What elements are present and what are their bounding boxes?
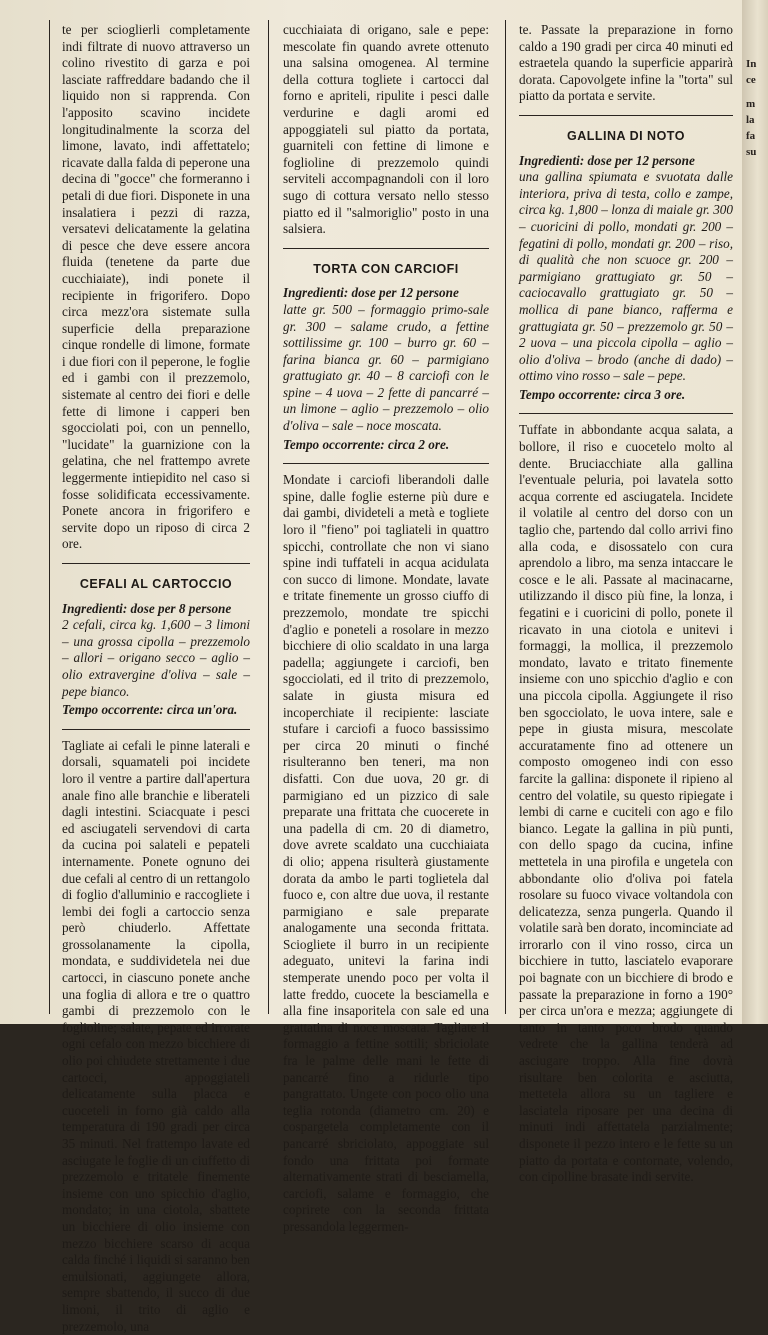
ingredients-heading: Ingredienti: dose per 12 persone [283,285,459,301]
recipe-method: Tuffate in abbondante acqua salata, a bollore, il riso e cuocetelo molto al dente. Bruciacchiate alla gallina l'eventuale peluria, poi lavatela sotto acqua corrente ed asciugatela. Incidete il volatile al centro del dorso con un taglio che, partendo dal collo arrivi fino alla coda, e disossatelo con cura aprendolo a libro, ma senza intaccare le cosce e le ali. Passate al macinacarne, utilizzando il disco più fine, la lonza, i fegatini e i cuoricini di pollo, ponete il ricavato in una ciotola e unitevi i formaggi, la mollica, il prezzemolo mondato, lavato e tritato finemente insieme con uno spicchio d'aglio e con una piccola cipolla. Aggiungete il riso ben sgocciolato, le uova intere, sale e pepe in giusta misura, mescolate accuratamente fino ad ottenere un composto omogeneo indi con esso farcite la gallina: disponete il ripieno al centro del volatile, su questo ripiegate i lembi di carne e cuciteli con ago e filo bianco. Legate la gallina in più punti, con dello spago da cucina, infine mettetela in una pirofila e ungetela con abbondante olio d'oliva poi fatela rosolare su fuoco vivace voltandola con delicatezza, senza pungerla. Quando il volatile sarà ben dorato, incominciate ad irrorarlo con il vino rosso, circa un bicchiere in tutto, lasciatelo evaporare poi bagnate con un bicchiere di brodo e passate la preparazione in forno a 190° per circa un'ora e mezza; aggiungete di tanto in tanto poco brodo quando vedrete che la gallina tenderà ad asciugare troppo. Alla fine dovrà risultare ben colorita e asciutta, mettetela allora su un tagliere e lasciatela riposare per una decina di minuti indi affettatela parzialmente; disponete il pezzo intero e le fette su un piatto da portata e contornate, volendo, con cipolline brasate indi servite. [519,422,733,1185]
recipe-title-torta: TORTA CON CARCIOFI [313,261,459,276]
ingredients-heading: Ingredienti: dose per 8 persone [62,600,232,616]
ingredients-heading: Ingredienti: dose per 12 persone [519,152,695,168]
edge-fragment: ce [746,74,756,86]
section-rule [62,563,250,564]
recipe-title-gallina: GALLINA DI NOTO [567,128,685,143]
edge-fragment: la [746,114,755,126]
section-rule [519,413,733,414]
time-required: Tempo occorrente: circa un'ora. [62,702,238,718]
time-required: Tempo occorrente: circa 2 ore. [283,436,450,452]
recipe-title-cefali: CEFALI AL CARTOCCIO [79,577,233,591]
edge-fragment: fa [746,130,756,142]
time-required: Tempo occorrente: circa 3 ore. [519,386,686,402]
column-divider-2-3 [505,20,506,1014]
adjacent-page-edge [742,0,768,1024]
ingredients-list: una gallina spiumata e svuotata dalle interiora, priva di testa, collo e zampe, circa kg. 1,800 – lonza di maiale gr. 300 – cuoricini di pollo, mondati gr. 200 – fegatini di pollo, mondati gr. 200 – riso, di qualità che non scuoce gr. 200 – parmigiano grattugiato gr. 50 – caciocavallo grattugiato gr. 50 – mollica di pane bianco, rafferma e grattugiata gr. 50 – prezzemolo gr. 50 – 2 uova – una piccola cipolla – aglio – olio d'oliva – brodo (anche di dado) – ottimo vino rosso – sale – pepe. [519,169,733,384]
ingredients-list: 2 cefali, circa kg. 1,600 – 3 limoni – una grossa cipolla – prezzemolo – allori – origano secco – aglio – olio extravergine d'oliva – sale – pepe bianco. [62,617,250,699]
recipe-method: Tagliate ai cefali le pinne laterali e dorsali, squamateli poi incidete loro il ventre a partire dall'apertura anale fino alle branchie e liberateli dagli intestini. Sciacquate i pesci ed asciugateli servendovi di carta da cucina poi salateli e pepateli internamente. Ponete ognuno dei due cefali al centro di un rettangolo di foglio d'alluminio e raccogliete i lembi dei fogli a cartoccio senza però chiuderlo. Affettate grossolanamente la cipolla, mondata, e suddividetela nei due cartocci, in ciascuno ponete anche una foglia di allora e tre o quattro gambi di prezzemolo con le foglioline; salate, pepate ed irrorate ogni cefalo con mezzo bicchiere di olio poi chiudete strettamente i due cartocci, appoggiateli delicatamente sulla placca e cuoceteli in forno già caldo alla temperatura di 190 gradi per circa 35 minuti. Nel frattempo lavate ed asciugate le foglie di un ciuffetto di prezzemolo e tritatele finemente insieme con uno spicchio d'aglio, mondato; in una ciotola, sbattete un bicchiere di olio insieme con mezzo bicchiere scarso di acqua calda finché i liquidi si saranno ben emulsionati, aggiungete allora, sempre sbattendo, il succo di due limoni, il trito di aglio e prezzemolo, una [62,737,250,1334]
cefali-continuation-text: cucchiaiata di origano, sale e pepe: mescolate fin quando avrete ottenuto una salsina omogenea. Al termine della cottura togliete i cartocci dal forno e apriteli, ripulite i pesci dalle verdurine e dagli aromi ed appoggiateli sul piatto da portata, guarniteli con fettine di limone e foglioline di prezzemolo quindi serviteli accompagnandoli con il loro sugo di cottura versato nello stesso piatto ed il "salmoriglio" posto in una salsiera. [283,22,489,237]
edge-fragment: su [746,146,757,158]
column-divider-left [49,20,50,1014]
column-2 [283,22,489,1236]
section-rule [283,248,489,249]
column-1 [62,22,250,1335]
column-3 [519,22,733,1186]
torta-continuation-text: te. Passate la preparazione in forno caldo a 190 gradi per circa 40 minuti ed estraetela quando la superficie apparirà dorata. Capovolgete infine la "torta" sul piatto da portata e servite. [519,22,733,104]
section-rule [519,115,733,116]
section-rule [283,463,489,464]
edge-fragment: In [746,58,757,70]
recipe-method: Mondate i carciofi liberandoli dalle spine, dalle foglie esterne più dure e dai gambi, divideteli a metà e togliete loro il "fieno" poi tagliateli in quattro spicchi, controllate che non vi siano spine indi tuffateli in acqua acidulata con succo di limone. Mondate, lavate e tritate finemente un grosso ciuffo di prezzemolo, mondate tre spicchi d'aglio e poneteli a rosolare in mezzo bicchiere di olio scaldato in una larga padella; aggiungete i carciofi, ben sgocciolati, ed il trito di prezzemolo, salate in giusta misura ed incoperchiate il recipiente: lasciate stufare i carciofi a fuoco bassissimo per circa 20 minuti o finché risulteranno ben teneri, ma non disfatti. Con due uova, 20 gr. di parmigiano ed un pizzico di sale preparate una frittata che cuocerete in una padella di cm. 20 di diametro, dove avrete scaldato una cucchiaiata di olio; appena risulterà giustamente dorata da ambo le parti toglietela dal fuoco e, con altre due uova, il restante parmigiano e sale preparate analogamente una seconda frittata. Sciogliete il burro in un recipiente adeguato, unitevi la farina indi stemperate unendo poco per volta il latte freddo, cuocete la besciamella e alla fine insaporitela con sale ed una grattatina di noce moscata. Tagliate il formaggio a fettine sottili; sbriciolate fra le palme delle mani le fette di pancarré fino a ridurle tipo pangrattato. Ungete con poco olio una teglia rotonda (diametro cm. 20) e cospargetela completamente con il pancarré sbriciolato, appoggiate sul fondo una frittata poi formate alternativamente strati di besciamella, carciofi, salame e formaggio, che coprirete con la seconda frittata pressandola leggermen- [283,472,489,1234]
ingredients-list: latte gr. 500 – formaggio primo-sale gr. 300 – salame crudo, a fettine sottilissime gr. 100 – burro gr. 60 – farina bianca gr. 60 – parmigiano grattugiato gr. 40 – 8 carciofi con le spine – 4 uova – 2 fette di pancarré – un limone – aglio – prezzemolo – olio d'oliva – sale – noce moscata. [283,301,489,434]
razza-continuation-text: te per scioglierli completamente indi filtrate di nuovo attraverso un colino rivestito di garza e poi lasciate raffreddare badando che il liquido non si rapprenda. Con l'apposito scavino incidete longitudinalmente la scorza del limone, lavato, indi affettatelo; ricavate dalla falda di peperone una decina di "gocce" che formeranno i petali di due fiori. Disponete in una insalatiera i pezzi di razza, versatevi delicatamente la gelatina di pesce che deve essere ancora fluida (tenetene da parte due cucchiaiate), indi ponete il recipiente in frigorifero. Dopo circa mezz'ora sistemate sulla superficie della preparazione cinque rondelle di limone, formate i due fiori con il peperone, le foglie ed i gambi con il prezzemolo, sistemate al centro dei fiori e delle fette di limone i capperi ben sgocciolati poi, con un pennello, "lucidate" la guarnizione con la gelatina, che nel frattempo avrete leggermente intiepidito nel caso si fosse solidificata eccessivamente. Ponete ancora in frigorifero e servite dopo un riposo di circa 2 ore. [62,22,250,552]
edge-fragment: m [746,98,756,110]
column-divider-1-2 [268,20,269,1014]
section-rule [62,729,250,730]
